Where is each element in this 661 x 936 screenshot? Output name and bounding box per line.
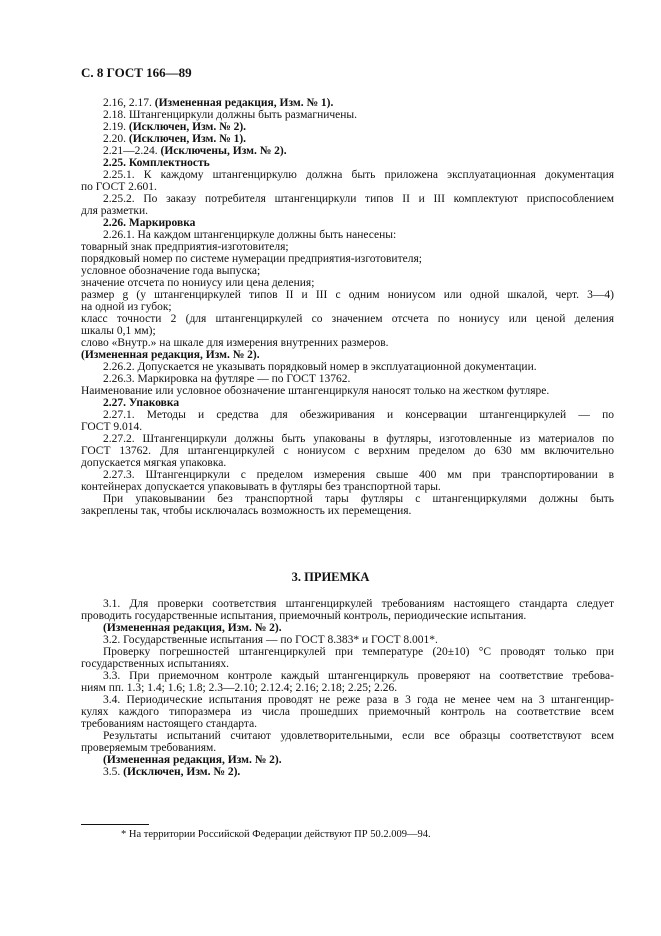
marking-item-size-g-line2: на одной из губок; — [81, 301, 172, 313]
clause-2-16-2-17: 2.16, 2.17. (Измененная редакция, Изм. № 1). — [103, 97, 334, 109]
clause-3-3-line1: 3.3. При приемочном контроле каждый штангенциркуль проверяют на соответствие требова- — [103, 670, 614, 682]
results-note-line1: Результаты испытаний считают удовлетворительными, если все образцы соответствуют всем — [103, 730, 614, 742]
clause-2-25-1-line1: 2.25.1. К каждому штангенциркулю должна быть приложена эксплуатационная документация — [103, 169, 614, 181]
marking-item-size-g-line1: размер g (у штангенциркулей типов II и III с одним нониусом или одной шкалой, черт. 3—4) — [81, 289, 614, 301]
clause-2-20: 2.20. (Исключен, Изм. № 1). — [103, 133, 247, 145]
clause-3-4-line2: кулях каждого типоразмера из числа прошедших приемочный контроль на соответствие всем — [81, 706, 614, 718]
clause-2-26-2: 2.26.2. Допускается не указывать порядковый номер в эксплуатационной документации. — [103, 361, 537, 373]
amendment-note-2: (Измененная редакция, Изм. № 2). — [103, 622, 282, 634]
page-header: С. 8 ГОСТ 166—89 — [81, 65, 192, 80]
marking-item-trademark: товарный знак предприятия-изготовителя; — [81, 241, 289, 253]
footnote-divider — [81, 824, 149, 825]
clause-2-25-1-line2: по ГОСТ 2.601. — [81, 181, 157, 193]
clause-3-2-note-line1: Проверку погрешностей штангенциркулей при температуре (20±10) °С проводят только при — [103, 646, 614, 658]
clause-2-21-2-24: 2.21—2.24. (Исключены, Изм. № 2). — [103, 145, 287, 157]
marking-item-accuracy-line1: класс точности 2 (для штангенциркулей со значением отсчета по нониусу или ценой деления — [81, 313, 614, 325]
clause-2-26-1: 2.26.1. На каждом штангенциркуле должны быть нанесены: — [103, 229, 397, 241]
clause-2-27-2-line1: 2.27.2. Штангенциркули должны быть упакованы в футляры, изготовленные из материалов по — [103, 433, 614, 445]
clause-2-27-2-line2: ГОСТ 13762. Для штангенциркулей с нониусом с верхним пределом до 630 мм включительно — [81, 445, 614, 457]
heading-2-27-packing: 2.27. Упаковка — [103, 397, 180, 409]
amendment-note-3: (Измененная редакция, Изм. № 2). — [103, 754, 282, 766]
marking-item-accuracy-line2: шкалы 0,1 мм); — [81, 325, 156, 337]
clause-3-2-note-line2: государственных испытаниях. — [81, 658, 230, 670]
marking-item-year: условное обозначение года выпуска; — [81, 265, 261, 277]
clause-2-19: 2.19. (Исключен, Изм. № 2). — [103, 121, 247, 133]
clause-3-2: 3.2. Государственные испытания — по ГОСТ 8.383* и ГОСТ 8.001*. — [103, 634, 438, 646]
clause-2-27-1-line2: ГОСТ 9.014. — [81, 421, 143, 433]
footnote: * На территории Российской Федерации действуют ПР 50.2.009—94. — [121, 829, 431, 840]
clause-3-3-line2: ниям пп. 1.3; 1.4; 1.6; 1.8; 2.3—2.10; 2.12.4; 2.16; 2.18; 2.25; 2.26. — [81, 682, 398, 694]
amendment-note-1: (Измененная редакция, Изм. № 2). — [81, 349, 260, 361]
clause-2-18: 2.18. Штангенциркули должны быть размагничены. — [103, 109, 358, 121]
clause-3-1-line1: 3.1. Для проверки соответствия штангенциркулей требованиям настоящего стандарта следует — [103, 598, 614, 610]
clause-3-5: 3.5. (Исключен, Изм. № 2). — [103, 766, 241, 778]
clause-2-27-2-line3: допускается мягкая упаковка. — [81, 457, 227, 469]
marking-item-serial: порядковый номер по системе нумерации предприятия-изготовителя; — [81, 253, 422, 265]
packing-note-line2: закреплены так, чтобы исключалась возможность их перемещения. — [81, 505, 412, 517]
heading-2-26-marking: 2.26. Маркировка — [103, 217, 196, 229]
clause-2-27-3-line2: контейнерах допускается упаковывать в футляры без транспортной тары. — [81, 481, 441, 493]
packing-note-line1: При упаковывании без транспортной тары футляры с штангенциркулями должны быть — [103, 493, 614, 505]
clause-3-4-line1: 3.4. Периодические испытания проводят не реже раза в 3 года не менее чем на 3 штангенцир- — [103, 694, 614, 706]
marking-item-vernier: значение отсчета по нониусу или цена деления; — [81, 277, 315, 289]
clause-3-1-line2: проводить государственные испытания, приемочный контроль, периодические испытания. — [81, 610, 527, 622]
clause-2-27-1-line1: 2.27.1. Методы и средства для обезжиривания и консервации штангенциркулей — по — [103, 409, 614, 421]
clause-2-25-2-line2: для разметки. — [81, 205, 149, 217]
section-3-title: 3. ПРИЕМКА — [291, 570, 370, 584]
clause-2-26-3: 2.26.3. Маркировка на футляре — по ГОСТ 13762. — [103, 373, 351, 385]
clause-2-27-3-line1: 2.27.3. Штангенциркули с пределом измерения свыше 400 мм при транспортировании в — [103, 469, 614, 481]
clause-2-25-2-line1: 2.25.2. По заказу потребителя штангенциркули типов II и III комплектуют приспособлением — [103, 193, 614, 205]
heading-2-25-completeness: 2.25. Комплектность — [103, 157, 210, 169]
clause-3-4-line3: требованиям настоящего стандарта. — [81, 718, 258, 730]
results-note-line2: проверяемым требованиям. — [81, 742, 217, 754]
clause-2-26-3-note: Наименование или условное обозначение штангенциркуля наносят только на жестком футляре. — [81, 385, 550, 397]
marking-item-inner-word: слово «Внутр.» на шкале для измерения внутренних размеров. — [81, 337, 389, 349]
